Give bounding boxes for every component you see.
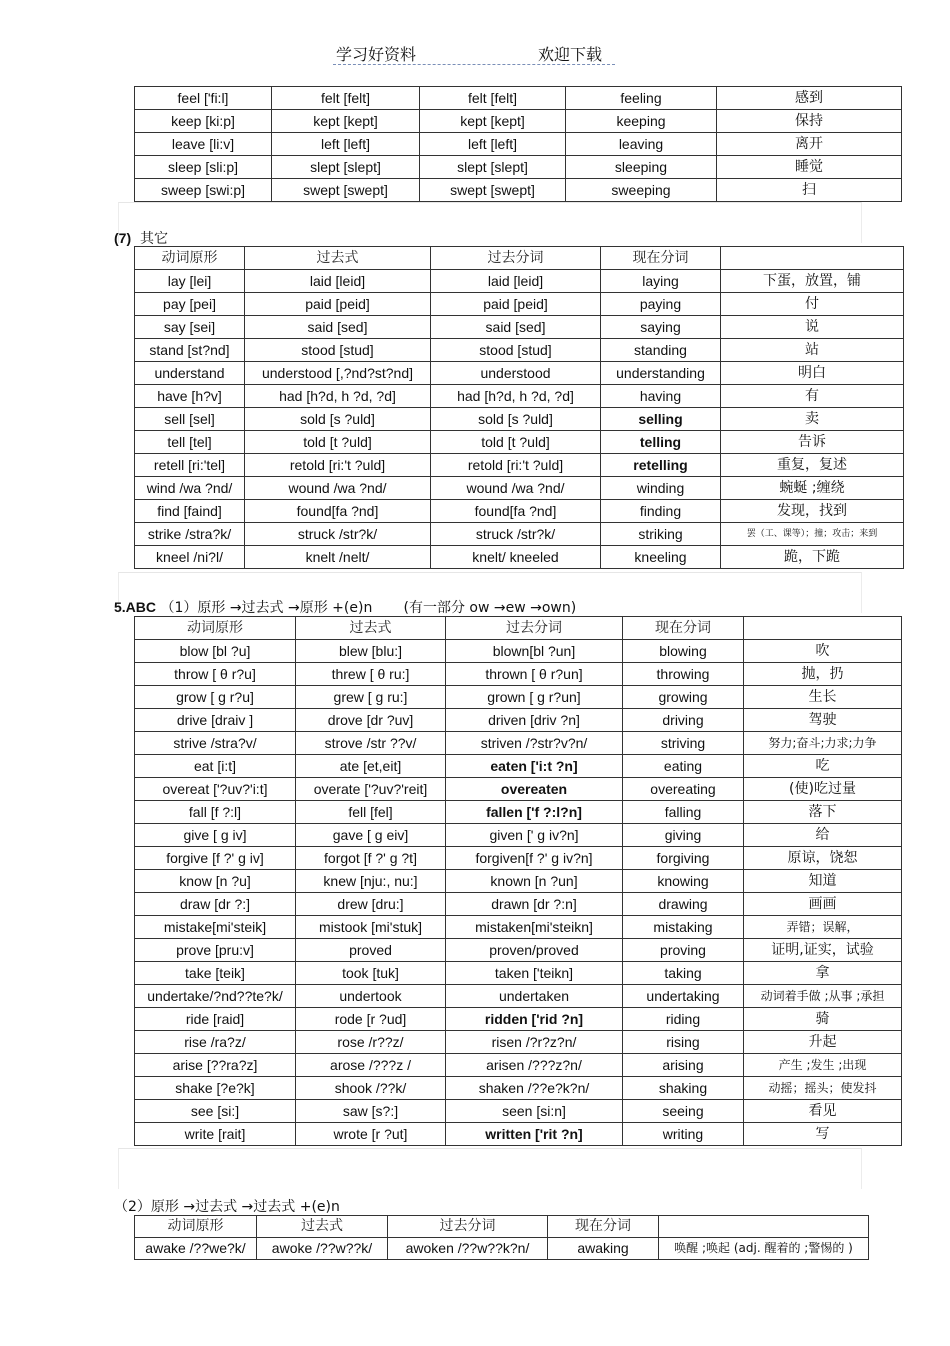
section-divider [118,1148,862,1189]
table-cell: tell [tel] [135,431,245,454]
table-row [135,270,904,293]
table-cell: wound /wa ?nd/ [431,477,601,500]
table-cell: risen /?r?z?n/ [446,1031,623,1054]
table-cell: undertook [296,985,446,1008]
table-cell: 驾驶 [744,709,902,732]
table-row [135,339,904,362]
table-row [135,546,904,569]
table-cell: 扫 [717,179,902,202]
table-cell: gave [ g eiv] [296,824,446,847]
table-cell: understood [,?nd?st?nd] [245,362,431,385]
table-cell: sell [sel] [135,408,245,431]
table-cell: striven /?str?v?n/ [446,732,623,755]
column-header [659,1216,869,1238]
table-cell: finding [601,500,721,523]
table-cell: lay [lei] [135,270,245,293]
table-cell: overeaten [446,778,623,801]
table-row [135,385,904,408]
table-cell: leave [li:v] [135,133,272,156]
table-row [135,500,904,523]
table-cell: take [teik] [135,962,296,985]
table-cell: shaking [623,1077,744,1100]
table-row [135,893,902,916]
table-cell: 原谅，饶恕 [744,847,902,870]
table-cell: taking [623,962,744,985]
table-cell: 产生 ;发生 ;出现 [744,1054,902,1077]
table-cell: 明白 [721,362,904,385]
table-cell: laid [leid] [431,270,601,293]
table-cell: kept [kept] [272,110,420,133]
table-cell: undertaken [446,985,623,1008]
table-cell: 重复，复述 [721,454,904,477]
table-cell: took [tuk] [296,962,446,985]
table-row [135,686,902,709]
table-cell: understood [431,362,601,385]
table-cell: struck /str?k/ [245,523,431,546]
section-7-title: (7) 其它 [114,230,169,247]
column-header: 现在分词 [548,1216,659,1238]
table-cell: say [sei] [135,316,245,339]
table-cell: seen [si:n] [446,1100,623,1123]
table-cell: mistaking [623,916,744,939]
table-cell: wind /wa ?nd/ [135,477,245,500]
table-cell: knew [nju:, nu:] [296,870,446,893]
table-cell: 看见 [744,1100,902,1123]
table-cell: fall [f ?:l] [135,801,296,824]
table-cell: rise /ra?z/ [135,1031,296,1054]
table-cell: 落下 [744,801,902,824]
column-header: 过去式 [257,1216,388,1238]
table-cell: ridden ['rid ?n] [446,1008,623,1031]
table-cell: eaten ['i:t ?n] [446,755,623,778]
table-cell: 跪，下跪 [721,546,904,569]
table-cell: threw [ θ ru:] [296,663,446,686]
table-cell: strove /str ??v/ [296,732,446,755]
table-cell: arise [??ra?z] [135,1054,296,1077]
table-cell: kneeling [601,546,721,569]
table-cell: retelling [601,454,721,477]
table-cell: swept [swept] [272,179,420,202]
verb-table-other [134,246,904,569]
table-cell: 发现，找到 [721,500,904,523]
table-cell: overeating [623,778,744,801]
table-cell: knowing [623,870,744,893]
table-cell: left [left] [272,133,420,156]
table-row [135,293,904,316]
table-cell: fallen ['f ?:l?n] [446,801,623,824]
table-row [135,408,904,431]
table-cell: found[fa ?nd] [245,500,431,523]
table-cell: 告诉 [721,431,904,454]
column-header: 现在分词 [623,617,744,640]
table-row [135,801,902,824]
table-cell: sleep [sli:p] [135,156,272,179]
table-cell: undertaking [623,985,744,1008]
table-row [135,985,902,1008]
table-cell: paying [601,293,721,316]
table-row [135,156,902,179]
verb-table-abc-1 [134,616,902,1146]
table-row [135,179,902,202]
column-header: 动词原形 [135,247,245,270]
table-cell: told [t ?uld] [245,431,431,454]
table-cell: arising [623,1054,744,1077]
table-cell: wound /wa ?nd/ [245,477,431,500]
table-cell: blow [bl ?u] [135,640,296,663]
table-cell: feel ['fi:l] [135,87,272,110]
table-cell: sold [s ?uld] [431,408,601,431]
column-header: 过去式 [245,247,431,270]
table-row [135,1100,902,1123]
table-cell: mistake[mi'steik] [135,916,296,939]
table-row [135,709,902,732]
section-5-title: 5.ABC （1）原形 →过去式 →原形 +(e)n (有一部分 ow →ew →own) [114,599,577,616]
table-row [135,87,902,110]
table-cell: 蜿蜒 ;缠绕 [721,477,904,500]
table-cell: drove [dr ?uv] [296,709,446,732]
table-cell: 保持 [717,110,902,133]
table-cell: overeat ['?uv?'i:t] [135,778,296,801]
table-cell: told [t ?uld] [431,431,601,454]
table-cell: given [' g iv?n] [446,824,623,847]
table-cell: rode [r ?ud] [296,1008,446,1031]
table-cell: striving [623,732,744,755]
table-cell: said [sed] [245,316,431,339]
table-cell: proving [623,939,744,962]
table-row [135,133,902,156]
table-cell: 罢（工、课等）；撞；攻击；来到 [721,523,904,546]
table-cell: saw [s?:] [296,1100,446,1123]
table-cell: known [n ?un] [446,870,623,893]
column-header: 现在分词 [601,247,721,270]
table-cell: rose /r??z/ [296,1031,446,1054]
table-cell: taken ['teikn] [446,962,623,985]
table-row [135,477,904,500]
table-cell: driven [driv ?n] [446,709,623,732]
table-cell: 动词着手做 ;从事 ;承担 [744,985,902,1008]
table-cell: slept [slept] [272,156,420,179]
table-cell: wrote [r ?ut] [296,1123,446,1146]
table-cell: pay [pei] [135,293,245,316]
table-cell: 抛，扔 [744,663,902,686]
table-row [135,962,902,985]
column-header: 动词原形 [135,1216,257,1238]
table-cell: mistaken[mi'steikn] [446,916,623,939]
table-cell: shake [?e?k] [135,1077,296,1100]
table-cell: grow [ g r?u] [135,686,296,709]
table-cell: paid [peid] [431,293,601,316]
table-cell: 付 [721,293,904,316]
table-row [135,316,904,339]
table-cell: 卖 [721,408,904,431]
section-divider [118,202,862,243]
table-cell: stood [stud] [431,339,601,362]
table-cell: throwing [623,663,744,686]
table-cell: striking [601,523,721,546]
table-row [135,778,902,801]
column-header [744,617,902,640]
table-cell: sold [s ?uld] [245,408,431,431]
table-cell: 动摇；摇头；使发抖 [744,1077,902,1100]
table-cell: written ['rit ?n] [446,1123,623,1146]
table-row [135,431,904,454]
table-cell: drawing [623,893,744,916]
table-cell: left [left] [420,133,566,156]
table-cell: blown[bl ?un] [446,640,623,663]
table-cell: writing [623,1123,744,1146]
table-row [135,1054,902,1077]
table-cell: know [n ?u] [135,870,296,893]
table-row [135,1238,869,1260]
table-cell: grown [ g r?un] [446,686,623,709]
column-header: 过去分词 [446,617,623,640]
table-cell: kneel /ni?l/ [135,546,245,569]
table-cell: thrown [ θ r?un] [446,663,623,686]
table-cell: swept [swept] [420,179,566,202]
table-row [135,523,904,546]
verb-table-abc-2 [134,1215,869,1260]
table-row [135,1123,902,1146]
header-left-text: 学习好资料 [336,45,417,64]
table-cell: retold [ri:'t ?uld] [245,454,431,477]
table-cell: shook /??k/ [296,1077,446,1100]
table-cell: had [h?d, h ?d, ?d] [245,385,431,408]
table-row [135,663,902,686]
table-cell: feeling [566,87,717,110]
table-cell: 有 [721,385,904,408]
table-cell: leaving [566,133,717,156]
table-cell: 吹 [744,640,902,663]
table-cell: proven/proved [446,939,623,962]
table-cell: laid [leid] [245,270,431,293]
table-cell: 下蛋，放置，铺 [721,270,904,293]
table-row [135,1031,902,1054]
table-cell: 睡觉 [717,156,902,179]
header-row [135,1216,869,1238]
table-cell: overate ['?uv?'reit] [296,778,446,801]
table-cell: forgiving [623,847,744,870]
table-cell: 吃 [744,755,902,778]
table-cell: 唤醒 ;唤起 (adj. 醒着的 ;警惕的 ) [659,1238,869,1260]
table-cell: 画画 [744,893,902,916]
table-cell: laying [601,270,721,293]
table-cell: falling [623,801,744,824]
table-cell: ride [raid] [135,1008,296,1031]
table-row [135,110,902,133]
verb-table-continued [134,86,902,202]
table-cell: give [ g iv] [135,824,296,847]
table-cell: retell [ri:'tel] [135,454,245,477]
table-cell: struck /str?k/ [431,523,601,546]
table-cell: 生长 [744,686,902,709]
table-cell: grew [ g ru:] [296,686,446,709]
table-row [135,732,902,755]
table-cell: sleeping [566,156,717,179]
table-cell: stand [st?nd] [135,339,245,362]
table-cell: understanding [601,362,721,385]
table-cell: selling [601,408,721,431]
table-cell: felt [felt] [420,87,566,110]
table-cell: have [h?v] [135,385,245,408]
table-cell: forgive [f ?' g iv] [135,847,296,870]
table-row [135,870,902,893]
table-cell: paid [peid] [245,293,431,316]
table-cell: telling [601,431,721,454]
table-cell: seeing [623,1100,744,1123]
table-cell: felt [felt] [272,87,420,110]
table-row [135,1077,902,1100]
table-cell: blowing [623,640,744,663]
column-header [721,247,904,270]
table-cell: find [faind] [135,500,245,523]
table-cell: growing [623,686,744,709]
table-cell: blew [blu:] [296,640,446,663]
table-cell: undertake/?nd??te?k/ [135,985,296,1008]
table-cell: sweeping [566,179,717,202]
table-cell: 说 [721,316,904,339]
table-cell: mistook [mi'stuk] [296,916,446,939]
table-cell: 离开 [717,133,902,156]
table-cell: 证明,证实，试验 [744,939,902,962]
column-header: 动词原形 [135,617,296,640]
table-row [135,362,904,385]
table-cell: 骑 [744,1008,902,1031]
table-row [135,847,902,870]
table-cell: rising [623,1031,744,1054]
table-cell: awaking [548,1238,659,1260]
table-cell: prove [pru:v] [135,939,296,962]
table-cell: riding [623,1008,744,1031]
table-cell: arisen /???z?n/ [446,1054,623,1077]
table-cell: had [h?d, h ?d, ?d] [431,385,601,408]
table-cell: 拿 [744,962,902,985]
table-cell: shaken /??e?k?n/ [446,1077,623,1100]
column-header: 过去分词 [431,247,601,270]
table-cell: fell [fel] [296,801,446,824]
table-cell: 努力;奋斗;力求;力争 [744,732,902,755]
table-cell: understand [135,362,245,385]
table-cell: drive [draiv ] [135,709,296,732]
table-cell: 弄错；误解， [744,916,902,939]
page-header [333,42,615,65]
table-cell: proved [296,939,446,962]
table-cell: said [sed] [431,316,601,339]
table-cell: awoken /??w??k?n/ [388,1238,548,1260]
table-cell: having [601,385,721,408]
table-cell: throw [ θ r?u] [135,663,296,686]
header-row [135,617,902,640]
table-cell: drew [dru:] [296,893,446,916]
table-cell: strive /stra?v/ [135,732,296,755]
table-cell: keep [ki:p] [135,110,272,133]
header-right-text: 欢迎下载 [538,45,603,64]
column-header: 过去分词 [388,1216,548,1238]
table-cell: 知道 [744,870,902,893]
table-cell: winding [601,477,721,500]
table-cell: 给 [744,824,902,847]
table-row [135,640,902,663]
table-cell: sweep [swi:p] [135,179,272,202]
table-cell: eat [i:t] [135,755,296,778]
table-cell: 站 [721,339,904,362]
table-cell: forgiven[f ?' g iv?n] [446,847,623,870]
table-cell: draw [dr ?:] [135,893,296,916]
table-cell: keeping [566,110,717,133]
table-cell: write [rait] [135,1123,296,1146]
table-cell: driving [623,709,744,732]
table-row [135,939,902,962]
table-cell: standing [601,339,721,362]
table-cell: found[fa ?nd] [431,500,601,523]
table-cell: ate [et,eit] [296,755,446,778]
table-cell: stood [stud] [245,339,431,362]
table-cell: see [si:] [135,1100,296,1123]
table-cell: 感到 [717,87,902,110]
table-cell: kept [kept] [420,110,566,133]
table-cell: strike /stra?k/ [135,523,245,546]
table-row [135,755,902,778]
table-row [135,916,902,939]
table-cell: eating [623,755,744,778]
table-cell: knelt /nelt/ [245,546,431,569]
table-cell: saying [601,316,721,339]
table-cell: awoke /??w??k/ [257,1238,388,1260]
table-cell: drawn [dr ?:n] [446,893,623,916]
table-cell: awake /??we?k/ [135,1238,257,1260]
table-cell: forgot [f ?' g ?t] [296,847,446,870]
section-2-title: （2）原形 →过去式 →过去式 +(e)n [114,1199,340,1215]
table-cell: retold [ri:'t ?uld] [431,454,601,477]
table-cell: (使)吃过量 [744,778,902,801]
column-header: 过去式 [296,617,446,640]
table-cell: 升起 [744,1031,902,1054]
table-row [135,824,902,847]
table-cell: knelt/ kneeled [431,546,601,569]
table-cell: slept [slept] [420,156,566,179]
table-cell: 写 [744,1123,902,1146]
table-cell: arose /???z / [296,1054,446,1077]
table-row [135,1008,902,1031]
table-row [135,454,904,477]
table-cell: giving [623,824,744,847]
header-row [135,247,904,270]
